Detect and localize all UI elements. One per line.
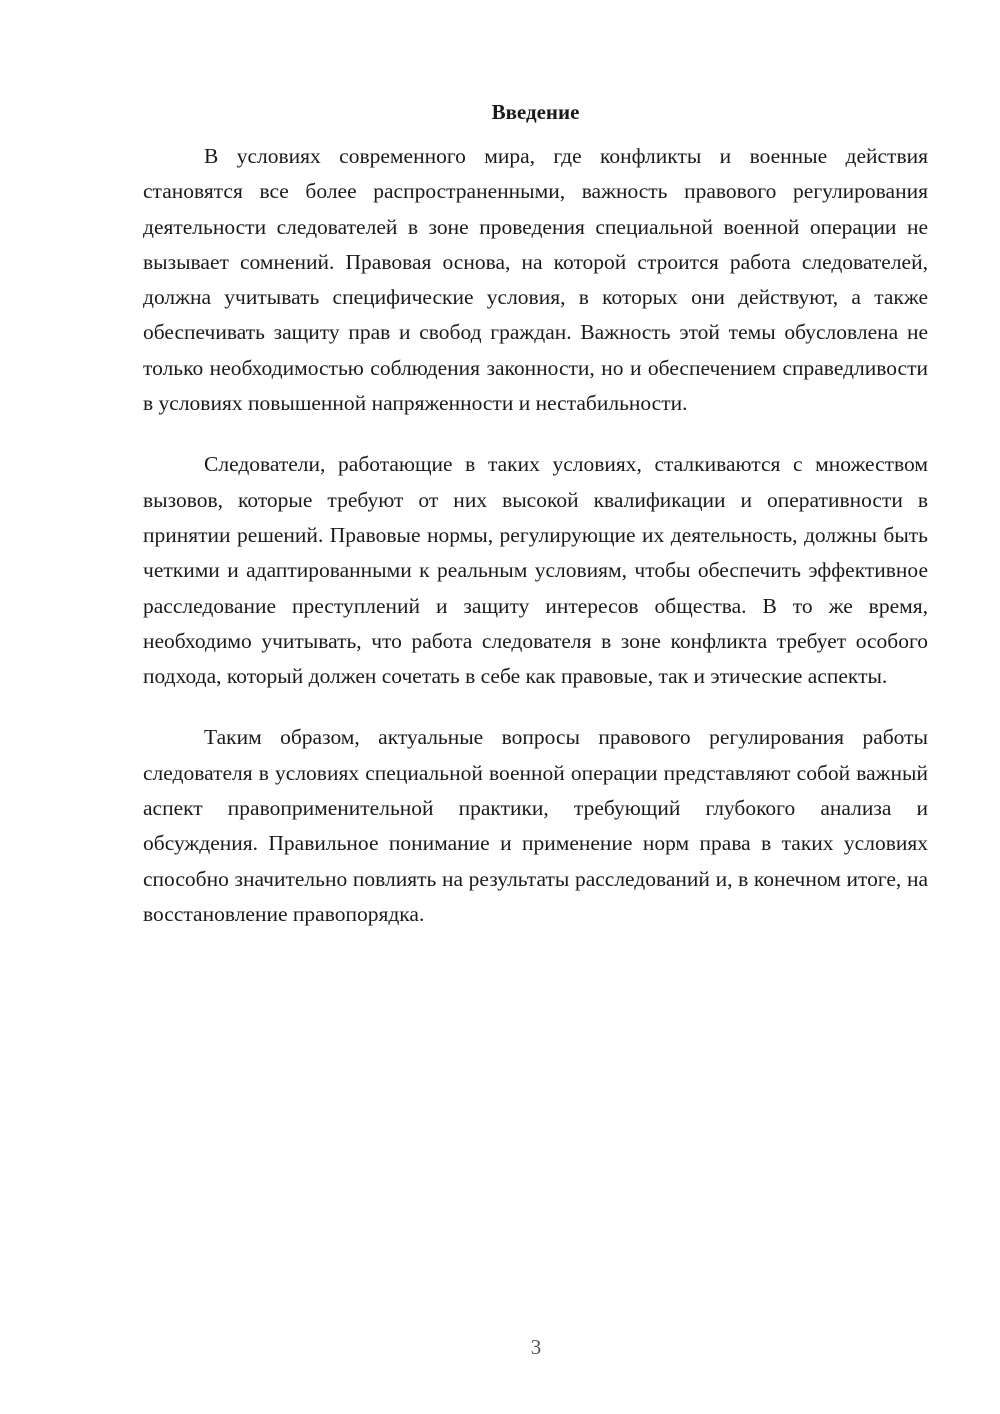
document-page [143,97,928,958]
paragraph-investigators: Следователи, работающие в таких условиях, сталкиваются с множеством вызовов, которые требуют от них высокой квалификации и оперативности в принятии решений. Правовые нормы, регулирующие их деятельность, должны быть четкими и адаптированными к реальным условиям, чтобы обеспечить эффективное расследование преступлений и защиту интересов общества. В то же время, необходимо учитывать, что работа следователя в зоне конфликта требует особого подхода, который должен сочетать в себе как правовые, так и этические аспекты. [143,452,928,689]
paragraph-conclusion: Таким образом, актуальные вопросы правового регулирования работы следователя в условиях специальной военной операции представляют собой важный аспект правоприменительной практики, требующий глубокого анализа и обсуждения. Правильное понимание и применение норм права в таких условиях способно значительно повлиять на результаты расследований и, в конечном итоге, на восстановление правопорядка. [143,725,928,926]
page-number: 3 [530,1335,542,1359]
paragraph-intro: В условиях современного мира, где конфликты и военные действия становятся все более распространенными, важность правового регулирования деятельности следователей в зоне проведения специальной военной операции не вызывает сомнений. Правовая основа, на которой строится работа следователей, должна учитывать специфические условия, в которых они действуют, а также обеспечивать защиту прав и свобод граждан. Важность этой темы обусловлена не только необходимостью соблюдения законности, но и обеспечением справедливости в условиях повышенной напряженности и нестабильности. [143,144,928,416]
section-title: Введение [491,100,580,124]
